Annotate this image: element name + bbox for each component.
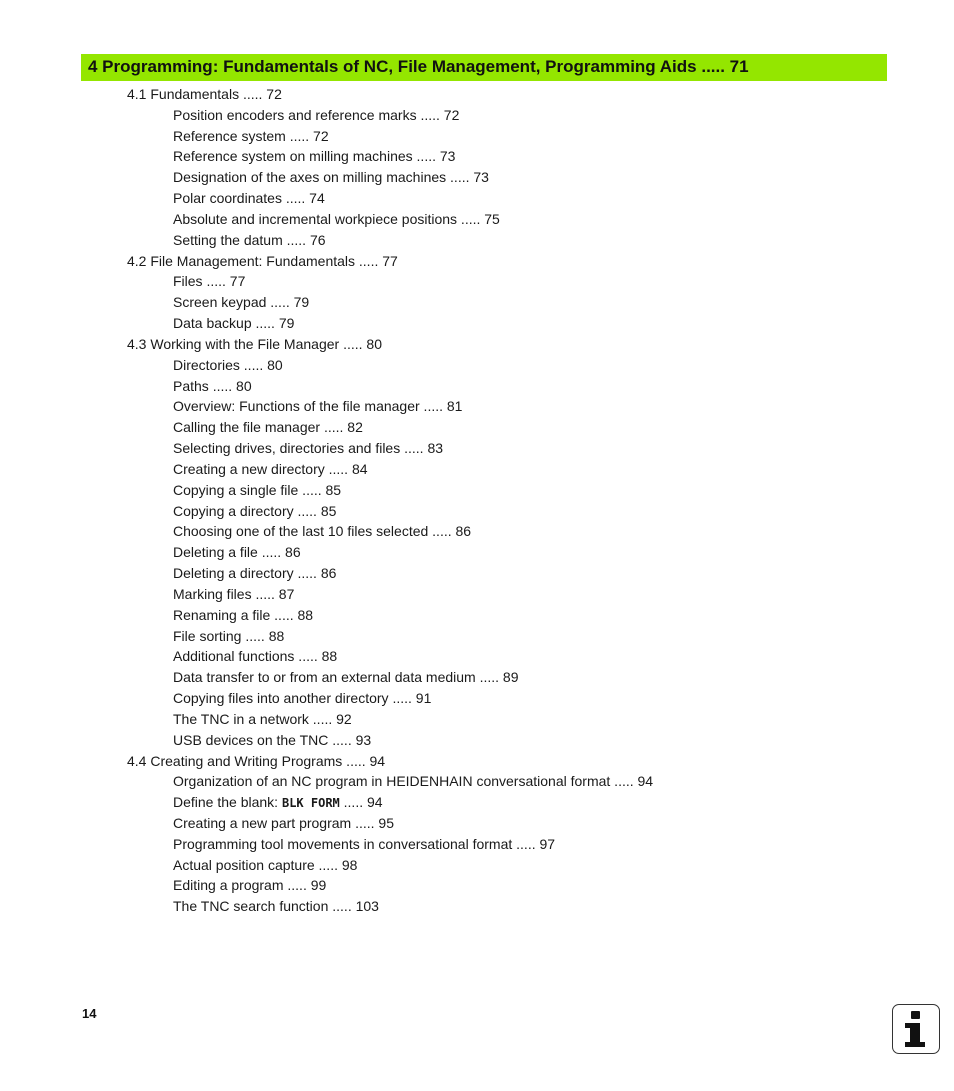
toc-entry-text: Creating a new directory ..... 84	[173, 460, 368, 477]
toc-entry-text: Creating a new part program ..... 95	[173, 814, 394, 831]
toc-subsection-entry[interactable]	[0, 209, 954, 230]
toc-entry-text: Copying files into another directory ..... 91	[173, 690, 432, 707]
toc-subsection-entry[interactable]	[0, 167, 954, 188]
toc-entry-text: Programming tool movements in conversational format ..... 97	[173, 835, 556, 852]
toc-subsection-entry[interactable]	[0, 480, 954, 501]
toc-entry-text: Deleting a directory ..... 86	[173, 565, 337, 582]
chapter-header	[81, 54, 887, 81]
toc-entry-text: Selecting drives, directories and files ..... 83	[173, 440, 444, 457]
toc-section-entry[interactable]	[0, 334, 954, 355]
page-number: 14	[82, 1006, 97, 1021]
toc-subsection-entry[interactable]	[0, 542, 954, 563]
toc-entry-text: Data backup ..... 79	[173, 315, 295, 332]
toc-entry-text: Calling the file manager ..... 82	[173, 419, 363, 436]
toc-subsection-entry[interactable]	[0, 355, 954, 376]
toc-subsection-entry[interactable]	[0, 709, 954, 730]
toc-entry-text: Position encoders and reference marks ..... 72	[173, 106, 460, 123]
toc-subsection-entry[interactable]	[0, 855, 954, 876]
toc-entry-text: Copying a directory ..... 85	[173, 502, 337, 519]
toc-subsection-entry[interactable]	[0, 813, 954, 834]
toc-entry-text: Setting the datum ..... 76	[173, 231, 326, 248]
toc-subsection-entry[interactable]	[0, 605, 954, 626]
toc-subsection-entry[interactable]	[0, 896, 954, 917]
toc-entry-text: Copying a single file ..... 85	[173, 481, 342, 498]
toc-subsection-entry[interactable]	[0, 188, 954, 209]
toc-subsection-entry[interactable]	[0, 875, 954, 896]
toc-entry-text: Reference system ..... 72	[173, 127, 329, 144]
toc-subsection-entry[interactable]	[0, 626, 954, 647]
toc-subsection-entry[interactable]	[0, 459, 954, 480]
chapter-title[interactable]: 4 Programming: Fundamentals of NC, File Management, Programming Aids ..... 71	[88, 57, 749, 76]
toc-entry-text: 4.2 File Management: Fundamentals ..... 77	[127, 252, 398, 269]
toc-section-entry[interactable]	[0, 251, 954, 272]
toc-entry-text: Files ..... 77	[173, 273, 246, 290]
toc-entry-text: Organization of an NC program in HEIDENHAIN conversational format ..... 94	[173, 773, 654, 790]
toc-entry-text: Renaming a file ..... 88	[173, 606, 314, 623]
toc-entry-text: 4.4 Creating and Writing Programs ..... 94	[127, 752, 386, 769]
toc-subsection-entry[interactable]	[0, 584, 954, 605]
toc-subsection-entry[interactable]	[0, 667, 954, 688]
toc-entry-text: Actual position capture ..... 98	[173, 856, 358, 873]
toc-section-entry[interactable]	[0, 84, 954, 105]
toc-entry-text: USB devices on the TNC ..... 93	[173, 731, 372, 748]
toc-subsection-entry[interactable]	[0, 146, 954, 167]
toc-subsection-entry[interactable]	[0, 292, 954, 313]
toc-subsection-entry[interactable]	[0, 521, 954, 542]
toc-subsection-entry[interactable]	[0, 438, 954, 459]
toc-entry-text: Paths ..... 80	[173, 377, 252, 394]
toc-entry-text: Overview: Functions of the file manager ..... 81	[173, 398, 463, 415]
toc-entry-text: 4.3 Working with the File Manager ..... 80	[127, 335, 382, 352]
toc-entry-page: ..... 94	[339, 794, 383, 811]
toc-entry-text: Choosing one of the last 10 files selected ..... 86	[173, 523, 472, 540]
toc-subsection-entry[interactable]	[0, 105, 954, 126]
info-icon	[893, 1005, 939, 1052]
toc-subsection-entry[interactable]	[0, 730, 954, 751]
toc-subsection-entry[interactable]	[0, 313, 954, 334]
toc-subsection-entry[interactable]	[0, 396, 954, 417]
toc-subsection-entry[interactable]	[0, 376, 954, 397]
toc-entry-text: Designation of the axes on milling machines ..... 73	[173, 169, 489, 186]
toc-section-entry[interactable]	[0, 751, 954, 772]
toc-entry-text: Deleting a file ..... 86	[173, 544, 301, 561]
toc-subsection-entry[interactable]	[0, 271, 954, 292]
toc-subsection-entry[interactable]	[0, 792, 954, 813]
table-of-contents	[0, 84, 954, 917]
toc-subsection-entry[interactable]	[0, 126, 954, 147]
toc-subsection-entry[interactable]	[0, 417, 954, 438]
info-button[interactable]	[892, 1004, 940, 1054]
toc-entry-text: Data transfer to or from an external data medium ..... 89	[173, 669, 519, 686]
toc-subsection-entry[interactable]	[0, 834, 954, 855]
toc-entry-text: File sorting ..... 88	[173, 627, 285, 644]
toc-entry-text: Absolute and incremental workpiece positions ..... 75	[173, 210, 500, 227]
toc-entry-text: The TNC in a network ..... 92	[173, 710, 352, 727]
toc-subsection-entry[interactable]	[0, 230, 954, 251]
toc-entry-text: Additional functions ..... 88	[173, 648, 338, 665]
toc-entry-text: Define the blank:	[173, 794, 282, 811]
toc-entry-text: Marking files ..... 87	[173, 585, 295, 602]
toc-subsection-entry[interactable]	[0, 771, 954, 792]
toc-entry-text: The TNC search function ..... 103	[173, 898, 379, 915]
toc-subsection-entry[interactable]	[0, 563, 954, 584]
toc-entry-text: Screen keypad ..... 79	[173, 294, 310, 311]
toc-entry-text: Polar coordinates ..... 74	[173, 190, 325, 207]
toc-entry-code: BLK FORM	[281, 796, 340, 811]
toc-subsection-entry[interactable]	[0, 501, 954, 522]
toc-entry-text: Editing a program ..... 99	[173, 877, 327, 894]
toc-subsection-entry[interactable]	[0, 646, 954, 667]
toc-entry-text: 4.1 Fundamentals ..... 72	[127, 86, 282, 102]
toc-subsection-entry[interactable]	[0, 688, 954, 709]
toc-entry-text: Directories ..... 80	[173, 356, 283, 373]
toc-entry-text: Reference system on milling machines ..... 73	[173, 148, 456, 165]
